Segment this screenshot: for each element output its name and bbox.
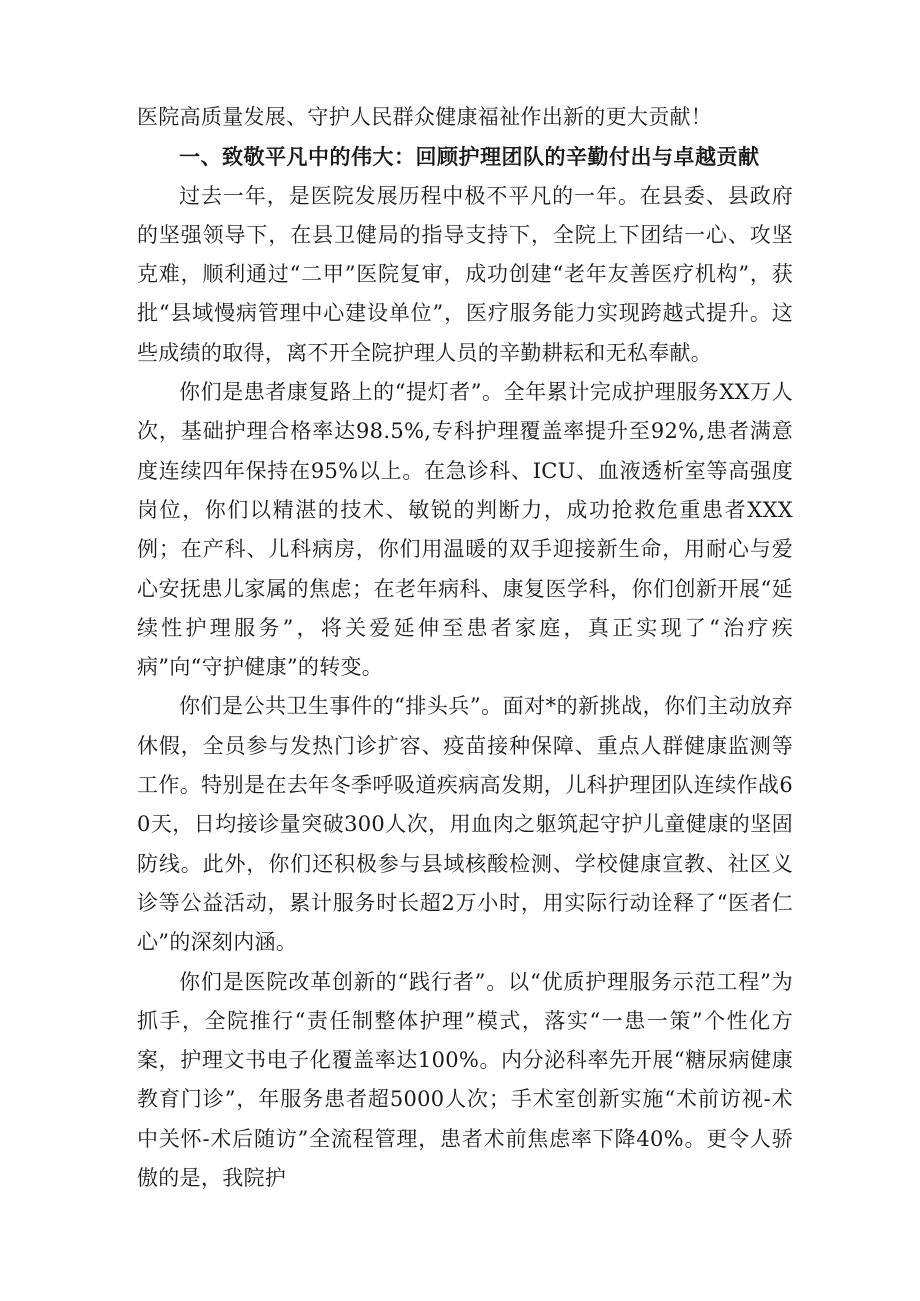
body-paragraph-public-health: 你们是公共卫生事件的“排头兵”。面对*的新挑战，你们主动放弃休假，全员参与发热门诊扩容、疫苗接种保障、重点人群健康监测等工作。特别是在去年冬季呼吸道疾病高发期，儿科护理团队连续作战60天，日均接诊量突破300人次，用血肉之躯筑起守护儿童健康的坚固防线。此外，你们还积极参与县域核酸检测、学校健康宣教、社区义诊等公益活动，累计服务时长超2万小时，用实际行动诠释了“医者仁心”的深刻内涵。: [137, 694, 793, 955]
body-paragraph-innovation: 你们是医院改革创新的“践行者”。以“优质护理服务示范工程”为抓手，全院推行“责任制整体护理”模式，落实“一患一策”个性化方案，护理文书电子化覆盖率达100%。内分泌科率先开展“糖尿病健康教育门诊”，年服务患者超5000人次；手术室创新实施“术前访视-术中关怀-术后随访”全流程管理，患者术前焦虑率下降40%。更令人骄傲的是，我院护: [137, 969, 793, 1191]
section-heading: 一、致敬平凡中的伟大：回顾护理团队的辛勤付出与卓越贡献: [179, 144, 760, 170]
body-paragraph-lamp-bearers: 你们是患者康复路上的“提灯者”。全年累计完成护理服务XX万人次，基础护理合格率达98.5%,专科护理覆盖率提升至92%,患者满意度连续四年保持在95%以上。在急诊科、ICU、血液透析室等高强度岗位，你们以精湛的技术、敏锐的判断力，成功抢救危重患者XXX例；在产科、儿科病房，你们用温暖的双手迎接新生命，用耐心与爱心安抚患儿家属的焦虑；在老年病科、康复医学科，你们创新开展“延续性护理服务”，将关爱延伸至患者家庭，真正实现了“治疗疾病”向“守护健康”的转变。: [137, 380, 793, 680]
document-page: [137, 98, 793, 1198]
body-paragraph-review: 过去一年，是医院发展历程中极不平凡的一年。在县委、县政府的坚强领导下，在县卫健局的指导支持下，全院上下团结一心、攻坚克难，顺利通过“二甲”医院复审，成功创建“老年友善医疗机构”，获批“县域慢病管理中心建设单位”，医疗服务能力实现跨越式提升。这些成绩的取得，离不开全院护理人员的辛勤耕耘和无私奉献。: [137, 183, 793, 365]
continuation-paragraph: 医院高质量发展、守护人民群众健康福祉作出新的更大贡献！: [137, 105, 713, 129]
